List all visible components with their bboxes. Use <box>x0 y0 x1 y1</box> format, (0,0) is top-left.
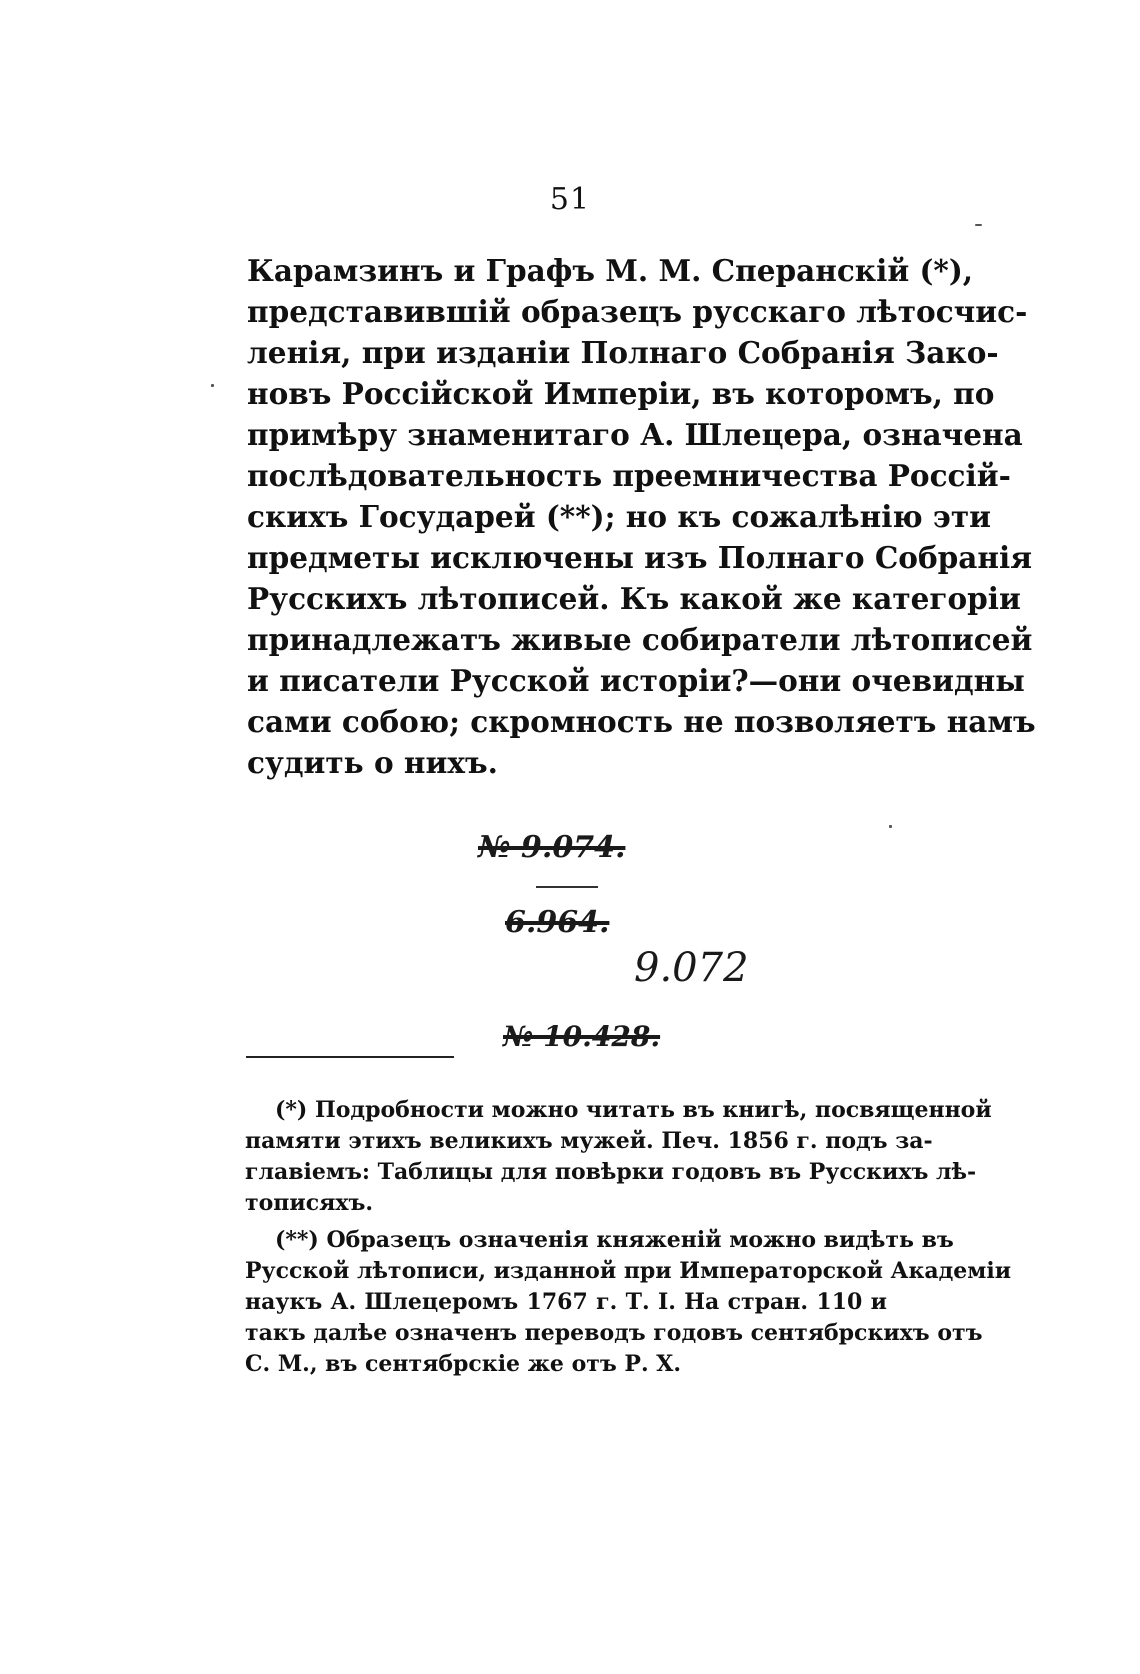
handwritten-inventory-number-struck-2: № 10.428. <box>503 1020 661 1053</box>
footnote-line: (**) Образецъ означенія княженій можно видѣть въ <box>275 1227 954 1253</box>
body-line: предметы исключены изъ Полнаго Собранія <box>247 540 1032 575</box>
footnote-2 <box>245 1225 1012 1380</box>
handwritten-number-struck: 6.964. <box>505 905 610 940</box>
footnote-line: наукъ А. Шлецеромъ 1767 г. Т. I. На стран. 110 и <box>245 1289 887 1315</box>
handwritten-number: 9.072 <box>634 945 749 991</box>
footnote-line: такъ далѣе означенъ переводъ годовъ сентябрскихъ отъ <box>245 1320 983 1346</box>
footnote-line: памяти этихъ великихъ мужей. Печ. 1856 г. подъ за- <box>245 1128 933 1154</box>
footnote-line: (*) Подробности можно читать въ книгѣ, посвященной <box>275 1097 992 1123</box>
body-line: Карамзинъ и Графъ М. М. Сперанскій (*), <box>247 253 974 288</box>
footnote-separator <box>246 1056 454 1058</box>
scan-speck <box>975 224 982 226</box>
footnote-line: Русской лѣтописи, изданной при Императорской Академіи <box>245 1258 1012 1284</box>
scan-speck <box>889 825 892 828</box>
scan-speck <box>211 384 214 387</box>
footnote-1 <box>245 1095 992 1219</box>
footnote-line: тописяхъ. <box>245 1190 374 1216</box>
handwritten-inventory-number-struck: № 9.074. <box>478 830 626 865</box>
footnotes <box>245 1095 1012 1380</box>
body-line: новъ Россійской Имперіи, въ которомъ, по <box>247 376 995 411</box>
body-line: сами собою; скромность не позволяетъ намъ <box>247 704 1036 739</box>
body-line: и писатели Русской исторіи?—они очевидны <box>247 663 1025 698</box>
body-line: представившій образецъ русскаго лѣтосчис- <box>247 294 1028 329</box>
body-line: примѣру знаменитаго А. Шлецера, означена <box>247 417 1023 452</box>
body-line: скихъ Государей (**); но къ сожалѣнію эти <box>247 499 992 534</box>
body-line: судить о нихъ. <box>247 745 498 780</box>
footnote-line: главіемъ: Таблицы для повѣрки годовъ въ Русскихъ лѣ- <box>245 1159 977 1185</box>
page-number: 51 <box>549 182 591 217</box>
body-line: принадлежатъ живые собиратели лѣтописей <box>247 622 1033 657</box>
body-line: послѣдовательность преемничества Россій- <box>247 458 1011 493</box>
handwritten-divider <box>536 886 598 888</box>
body-line: ленія, при изданіи Полнаго Собранія Зако- <box>247 335 999 370</box>
body-line: Русскихъ лѣтописей. Къ какой же категоріи <box>247 581 1021 616</box>
main-paragraph <box>247 250 1036 783</box>
footnote-line: С. М., въ сентябрскіе же отъ Р. Х. <box>245 1351 682 1377</box>
